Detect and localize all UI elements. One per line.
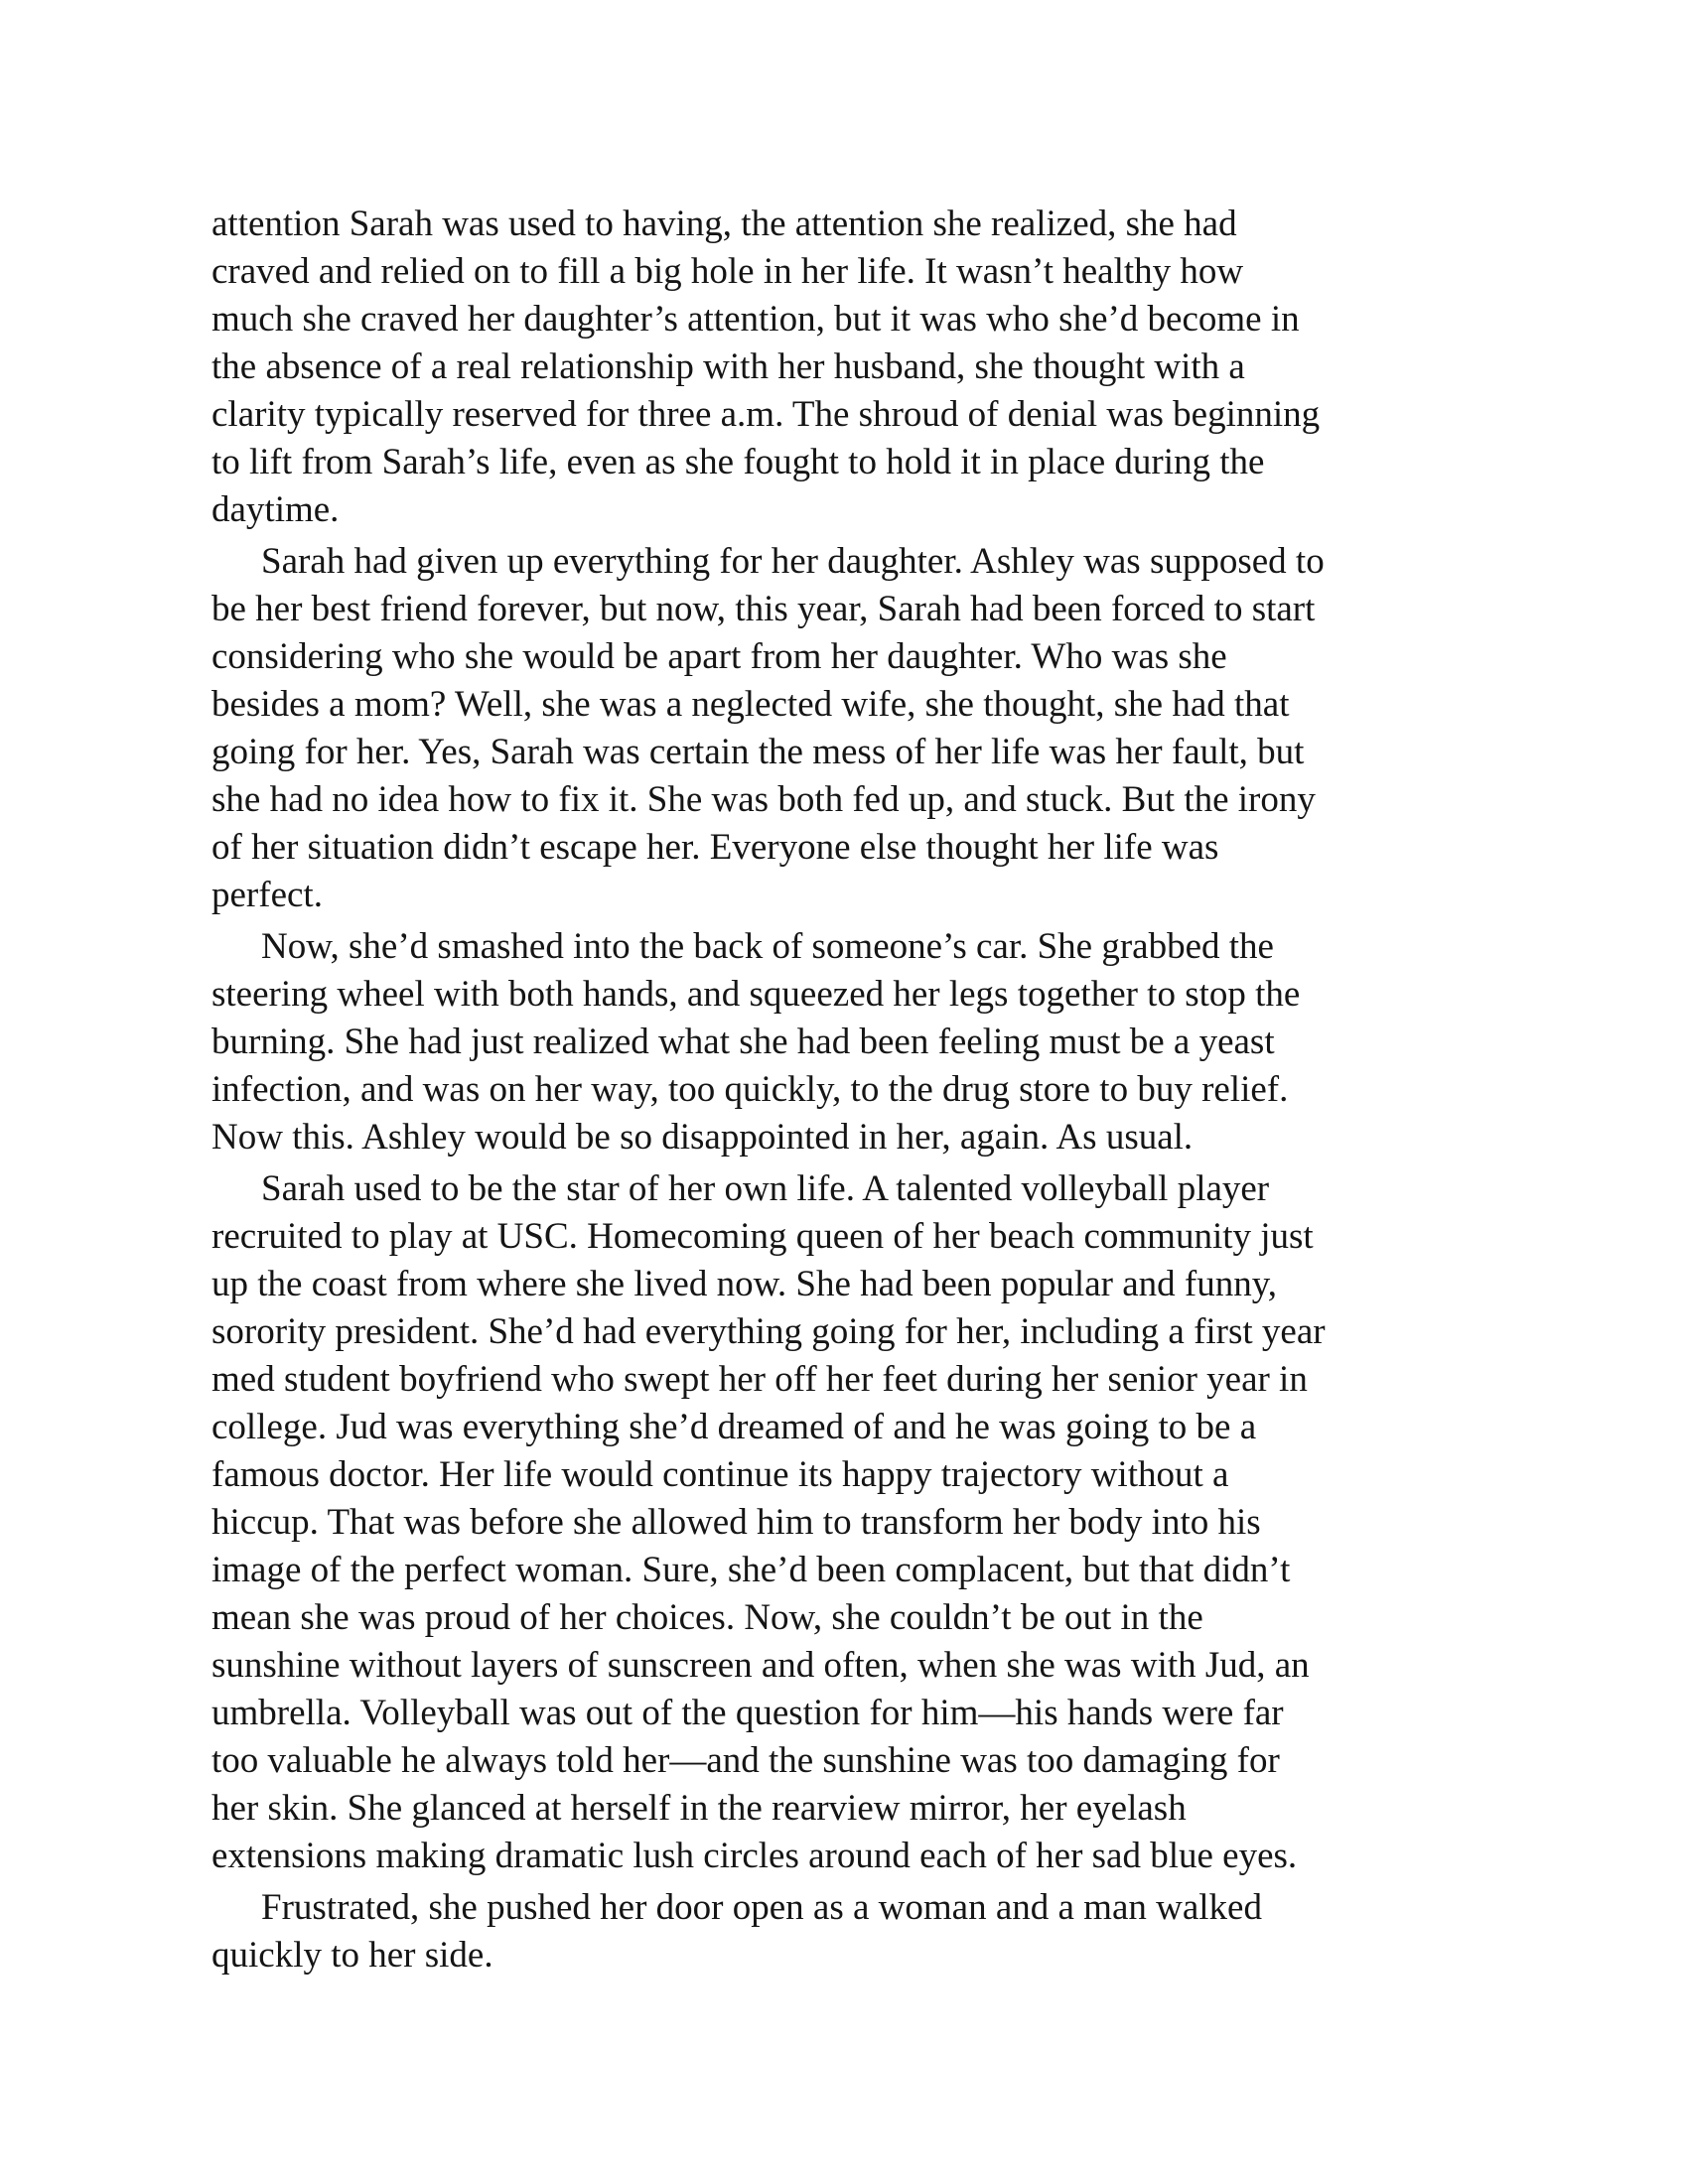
text-line: be her best friend forever, but now, this year, Sarah had been forced to start <box>211 589 1316 629</box>
text-line: sunshine without layers of sunscreen and often, when she was with Jud, an <box>211 1645 1310 1686</box>
book-page-text <box>211 201 1492 1983</box>
text-line: infection, and was on her way, too quickly, to the drug store to buy relief. <box>211 1069 1289 1110</box>
text-line: extensions making dramatic lush circles around each of her sad blue eyes. <box>211 1836 1298 1876</box>
text-line: too valuable he always told her—and the sunshine was too damaging for <box>211 1740 1280 1781</box>
text-line: Sarah had given up everything for her daughter. Ashley was supposed to <box>261 541 1325 582</box>
text-line: famous doctor. Her life would continue its happy trajectory without a <box>211 1454 1229 1495</box>
text-line: recruited to play at USC. Homecoming queen of her beach community just <box>211 1216 1314 1257</box>
text-line: Sarah used to be the star of her own life. A talented volleyball player <box>261 1168 1270 1209</box>
text-line: attention Sarah was used to having, the attention she realized, she had <box>211 204 1237 244</box>
text-line: mean she was proud of her choices. Now, she couldn’t be out in the <box>211 1597 1203 1638</box>
paragraph-2 <box>211 538 1492 919</box>
paragraph-5 <box>211 1884 1492 1979</box>
text-line: craved and relied on to fill a big hole in her life. It wasn’t healthy how <box>211 251 1244 292</box>
paragraph-3 <box>211 923 1492 1161</box>
text-line: daytime. <box>211 489 340 530</box>
text-line: umbrella. Volleyball was out of the question for him—his hands were far <box>211 1693 1284 1733</box>
text-line: going for her. Yes, Sarah was certain the mess of her life was her fault, but <box>211 732 1305 772</box>
text-line: she had no idea how to fix it. She was both fed up, and stuck. But the irony <box>211 779 1316 820</box>
text-line: image of the perfect woman. Sure, she’d been complacent, but that didn’t <box>211 1550 1291 1590</box>
paragraph-1 <box>211 201 1492 534</box>
text-line: the absence of a real relationship with her husband, she thought with a <box>211 346 1245 387</box>
text-line: burning. She had just realized what she had been feeling must be a yeast <box>211 1022 1275 1062</box>
text-line: steering wheel with both hands, and squeezed her legs together to stop the <box>211 974 1301 1015</box>
text-line: of her situation didn’t escape her. Everyone else thought her life was <box>211 827 1219 868</box>
text-line: hiccup. That was before she allowed him to transform her body into his <box>211 1502 1261 1543</box>
paragraph-4 <box>211 1165 1492 1880</box>
text-line: to lift from Sarah’s life, even as she fought to hold it in place during the <box>211 442 1265 482</box>
text-line: her skin. She glanced at herself in the rearview mirror, her eyelash <box>211 1788 1187 1829</box>
text-line: med student boyfriend who swept her off her feet during her senior year in <box>211 1359 1308 1400</box>
text-line: clarity typically reserved for three a.m. The shroud of denial was beginning <box>211 394 1321 435</box>
text-line: Now, she’d smashed into the back of someone’s car. She grabbed the <box>261 926 1274 967</box>
text-line: up the coast from where she lived now. She had been popular and funny, <box>211 1264 1278 1304</box>
text-line: Frustrated, she pushed her door open as a woman and a man walked <box>261 1887 1262 1928</box>
text-line: much she craved her daughter’s attention, but it was who she’d become in <box>211 299 1300 340</box>
text-line: besides a mom? Well, she was a neglected wife, she thought, she had that <box>211 684 1290 725</box>
text-line: Now this. Ashley would be so disappointed in her, again. As usual. <box>211 1117 1194 1158</box>
text-line: considering who she would be apart from her daughter. Who was she <box>211 636 1227 677</box>
text-line: quickly to her side. <box>211 1935 493 1976</box>
text-line: college. Jud was everything she’d dreamed of and he was going to be a <box>211 1407 1257 1447</box>
text-line: sorority president. She’d had everything going for her, including a first year <box>211 1311 1326 1352</box>
text-line: perfect. <box>211 875 323 915</box>
